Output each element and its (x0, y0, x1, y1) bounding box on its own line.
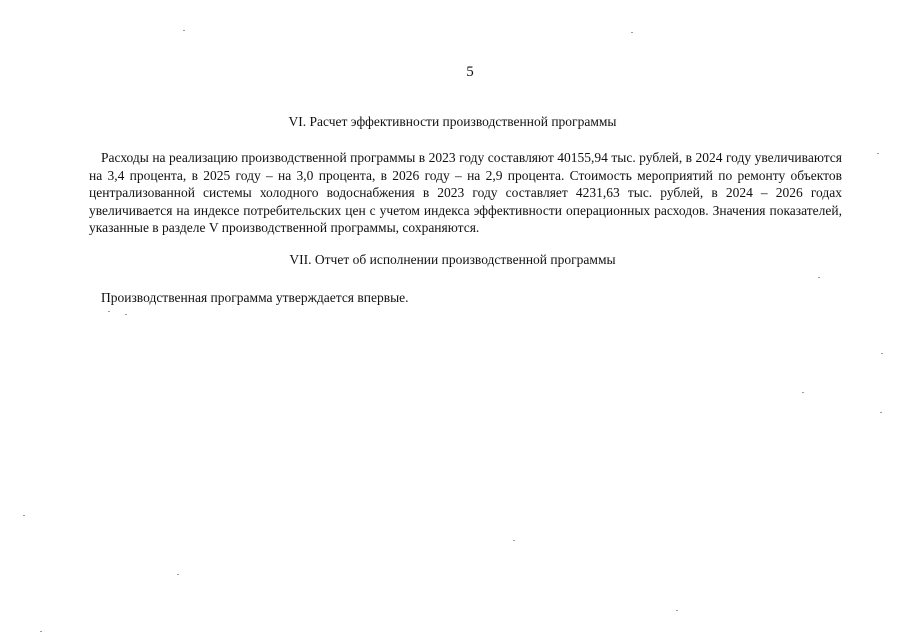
section-heading-vii: VII. Отчет об исполнении производственной программы (289, 252, 616, 267)
section-heading-vi: VI. Расчет эффективности производственной программы (288, 114, 617, 129)
scan-speck (818, 277, 820, 278)
scan-speck (177, 574, 179, 575)
scan-speck (23, 515, 25, 516)
scan-speck (40, 631, 42, 632)
scan-speck (880, 412, 882, 413)
scan-speck (881, 353, 883, 354)
page-number: 5 (466, 64, 474, 80)
scan-speck (877, 153, 879, 154)
scan-speck (125, 314, 127, 315)
scan-speck (676, 610, 678, 611)
scan-speck (183, 30, 185, 31)
scan-speck (513, 540, 515, 541)
scan-speck (108, 311, 110, 312)
section-paragraph-vii: Производственная программа утверждается впервые. (101, 290, 409, 305)
section-paragraph-vi: Расходы на реализацию производственной программы в 2023 году составляют 40155,94 тыс. рублей, в 2024 году увеличиваются на 3,4 процента, в 2025 году – на 3,0 процента, в 2026 году – на 2,9 процента. Стоимость мероприятий по ремонту объектов централизованной системы холодного водоснабжения в 2023 году составляет 4231,63 тыс. рублей, в 2024 – 2026 годах увеличивается на индексе потребительских цен с учетом индекса эффективности операционных расходов. Значения показателей, указанные в разделе V производственной программы, сохраняются. (89, 150, 842, 236)
scan-speck (631, 32, 633, 33)
scan-speck (802, 392, 804, 393)
